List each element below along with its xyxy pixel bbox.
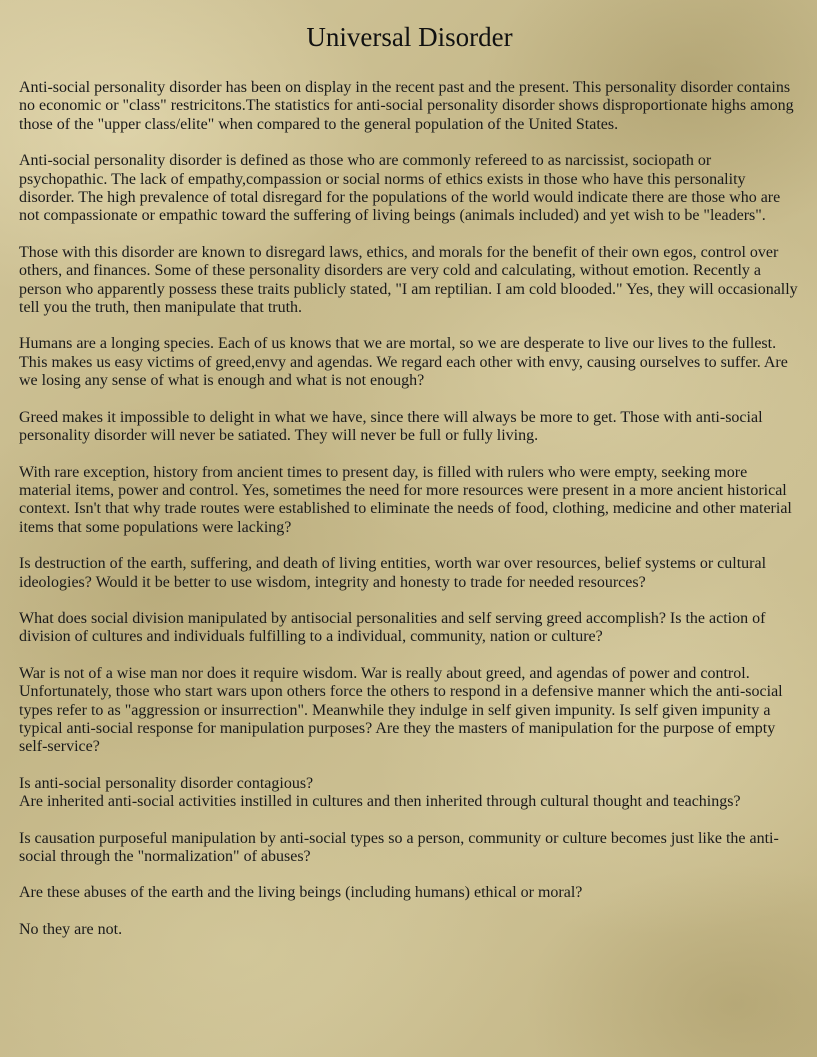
paragraph-3: Those with this disorder are known to disregard laws, ethics, and morals for the benefit of their own egos, control over others, and finances. Some of these personality disorders are very cold and calculating, without emotion. Recently a person who apparently possess these traits publicly stated, "I am reptilian. I am cold blooded." Yes, they will occasionally tell you the truth, then manipulate that truth.: [19, 243, 798, 317]
paragraph-12: Are these abuses of the earth and the living beings (including humans) ethical or moral?: [19, 884, 583, 902]
paragraph-5: Greed makes it impossible to delight in what we have, since there will always be more to get. Those with anti-social personality disorder will never be satiated. They will never be full or fully living.: [19, 408, 763, 445]
page-title: Universal Disorder: [306, 22, 513, 52]
paragraph-10: Is anti-social personality disorder contagious? Are inherited anti-social activities instilled in cultures and then inherited through cultural thought and teachings?: [19, 774, 741, 811]
paragraph-11: Is causation purposeful manipulation by anti-social types so a person, community or culture becomes just like the anti-social through the "normalization" of abuses?: [19, 829, 779, 865]
paragraph-8: What does social division manipulated by antisocial personalities and self serving greed accomplish? Is the action of division of cultures and individuals fulfilling to a individual, community, nation or culture?: [19, 609, 766, 646]
paragraph-4: Humans are a longing species. Each of us knows that we are mortal, so we are desperate to live our lives to the fullest. This makes us easy victims of greed,envy and agendas. We regard each other with envy, causing ourselves to suffer. Are we losing any sense of what is enough and what is not enough?: [19, 335, 788, 390]
paragraph-9: War is not of a wise man nor does it require wisdom. War is really about greed, and agendas of power and control. Unfortunately, those who start wars upon others force the others to respond in a defensive manner which the anti-social types refer to as "aggression or insurrection". Meanwhile they indulge in self given impunity. Is self given impunity a typical anti-social response for manipulation purposes? Are they the masters of manipulation for the purpose of empty self-service?: [19, 664, 783, 756]
paragraph-13: No they are not.: [19, 920, 123, 938]
paragraph-7: Is destruction of the earth, suffering, and death of living entities, worth war over resources, belief systems or cultural ideologies? Would it be better to use wisdom, integrity and honesty to trade for needed resources?: [19, 555, 767, 591]
paragraph-6: With rare exception, history from ancient times to present day, is filled with rulers who were empty, seeking more material items, power and control. Yes, sometimes the need for more resources were present in a more ancient historical context. Isn't that why trade routes were established to eliminate the needs of food, clothing, medicine and other material items that some populations were lacking?: [19, 463, 792, 536]
paragraph-2: Anti-social personality disorder is defined as those who are commonly refereed to as narcissist, sociopath or psychopathic. The lack of empathy,compassion or social norms of ethics exists in those who have this personality disorder. The high prevalence of total disregard for the populations of the world would indicate there are those who are not compassionate or empathic toward the suffering of living beings (animals included) and yet wish to be "leaders".: [19, 152, 781, 225]
paragraph-1: Anti-social personality disorder has been on display in the recent past and the present. This personality disorder contains no economic or "class" restricitons.The statistics for anti-social personality disorder shows disproportionate highs among those of the "upper class/elite" when compared to the general population of the United States.: [19, 79, 794, 133]
article-body: [19, 79, 800, 939]
